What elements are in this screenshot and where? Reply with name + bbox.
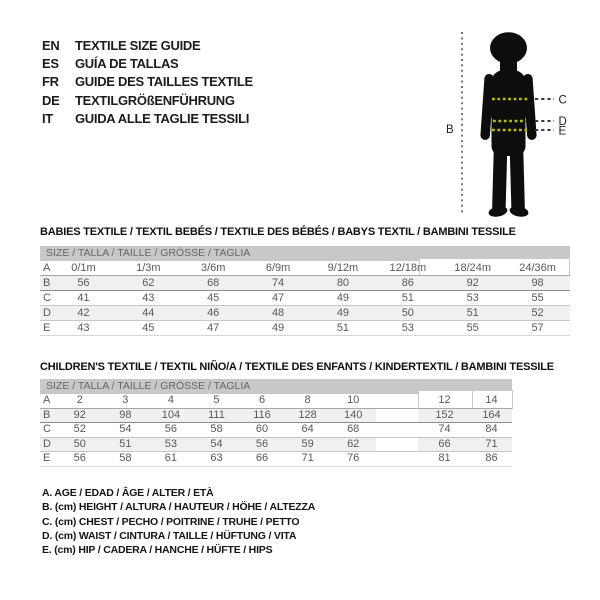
size-value-cell: 86 [375, 276, 440, 291]
size-value-cell: 58 [210, 423, 223, 435]
size-value-cell: 45 [142, 322, 155, 334]
language-title-list [42, 37, 253, 128]
size-value-cell: 51 [440, 306, 505, 321]
size-value-cell: 66 [418, 437, 471, 452]
size-value-cell: 56 [51, 276, 116, 291]
guide-title: TEXTILGRÖßENFÜHRUNG [75, 92, 235, 108]
spacer-cell [376, 423, 418, 438]
guide-title: GUIDA ALLE TAGLIE TESSILI [75, 110, 250, 126]
size-value-cell: 54 [194, 437, 240, 452]
children-size-header: SIZE / TALLA / TAILLE / GRÖSSE / TAGLIA [40, 379, 512, 394]
size-value-cell: 0/1m [71, 262, 96, 274]
size-value-cell: 92 [57, 408, 103, 423]
legend-line: E. (cm) HIP / CADERA / HANCHE / HÜFTE / HIPS [42, 544, 273, 557]
guide-title: TEXTILE SIZE GUIDE [75, 38, 201, 53]
size-value-cell: 84 [485, 423, 498, 435]
row-letter: B [40, 408, 57, 423]
size-row-B [40, 408, 512, 423]
size-value-cell: 52 [505, 306, 570, 321]
size-value-cell: 56 [239, 437, 285, 452]
hip-label: E [558, 125, 567, 138]
size-value-cell: 43 [142, 292, 155, 304]
size-value-cell: 43 [77, 322, 90, 334]
size-value-cell: 47 [207, 322, 220, 334]
size-value-cell: 98 [103, 408, 149, 423]
size-value-cell: 58 [119, 452, 132, 464]
row-letter: B [40, 276, 51, 291]
size-value-cell: 80 [311, 276, 376, 291]
size-value-cell: 68 [181, 276, 246, 291]
size-value-cell: 55 [531, 292, 544, 304]
spacer-cell [376, 452, 418, 467]
chest-label: C [558, 94, 567, 107]
size-row-C [40, 291, 570, 306]
size-value-cell: 51 [336, 322, 350, 334]
legend-line: B. (cm) HEIGHT / ALTURA / HAUTEUR / HÖHE / ALTEZZA [42, 501, 316, 514]
size-value-cell: 56 [73, 452, 86, 464]
size-value-cell: 1/3m [136, 262, 161, 274]
size-value-cell: 53 [401, 322, 414, 334]
size-value-cell: 76 [347, 452, 360, 464]
size-value-cell: 54 [119, 423, 132, 435]
size-value-cell: 2 [76, 394, 83, 406]
size-value-cell: 8 [304, 394, 311, 406]
size-value-cell: 53 [466, 292, 479, 304]
child-silhouette [480, 32, 537, 218]
size-row-B [40, 276, 570, 291]
size-value-cell: 50 [57, 437, 103, 452]
size-value-cell: 53 [148, 437, 194, 452]
size-value-cell: 47 [271, 292, 285, 304]
spacer-cell [376, 394, 418, 408]
spacer-cell [376, 437, 418, 452]
size-value-cell: 61 [164, 452, 178, 464]
size-value-cell: 92 [440, 276, 505, 291]
language-row [42, 92, 253, 110]
legend-line: D. (cm) WAIST / CINTURA / TAILLE / HÜFTUNG / VITA [42, 529, 297, 542]
guide-title: GUÍA DE TALLAS [75, 56, 179, 72]
size-value-cell: 74 [438, 423, 451, 435]
size-value-cell: 104 [148, 408, 194, 423]
size-row-D [40, 306, 570, 321]
measurement-legend [42, 486, 315, 557]
size-value-cell: 18/24m [454, 262, 492, 274]
size-value-cell: 52 [73, 423, 86, 435]
legend-line: C. (cm) CHEST / PECHO / POITRINE / TRUHE / PETTO [42, 515, 300, 528]
language-row [42, 55, 253, 73]
size-value-cell: 3/6m [200, 262, 226, 274]
size-value-cell: 56 [164, 423, 178, 435]
size-row-A [40, 261, 570, 276]
babies-section-title: BABIES TEXTILE / TEXTIL BEBÉS / TEXTILE DES BÉBÉS / BABYS TEXTIL / BAMBINI TESSILE [40, 226, 516, 238]
size-value-cell: 10 [347, 394, 360, 406]
size-value-cell: 116 [239, 408, 285, 423]
size-value-cell: 140 [330, 408, 376, 423]
size-row-C [40, 423, 512, 438]
size-value-cell: 55 [466, 322, 479, 334]
row-letter: D [40, 306, 51, 321]
size-value-cell: 50 [375, 306, 440, 321]
row-letter: C [43, 292, 51, 304]
language-row [42, 110, 253, 128]
language-code: ES [42, 56, 59, 72]
children-size-table [40, 394, 512, 467]
size-value-cell: 49 [271, 322, 285, 334]
size-value-cell: 59 [285, 437, 331, 452]
height-label: B [446, 124, 454, 136]
row-letter: D [40, 437, 57, 452]
size-row-E [40, 452, 512, 467]
size-row-D [40, 437, 512, 452]
size-value-cell: 128 [285, 408, 331, 423]
size-value-cell: 14 [485, 394, 498, 406]
size-value-cell: 45 [207, 292, 220, 304]
size-value-cell: 111 [194, 408, 240, 423]
size-value-cell: 12/18m [389, 262, 427, 274]
size-value-cell: 49 [311, 306, 376, 321]
size-value-cell: 46 [181, 306, 246, 321]
size-value-cell: 24/36m [519, 262, 556, 274]
size-value-cell: 5 [213, 394, 220, 406]
size-value-cell: 41 [77, 292, 90, 304]
size-value-cell: 64 [301, 423, 314, 435]
size-value-cell: 63 [210, 452, 223, 464]
size-value-cell: 51 [103, 437, 149, 452]
row-letter: C [43, 423, 51, 435]
language-row [42, 73, 253, 91]
size-value-cell: 4 [167, 394, 174, 406]
size-value-cell: 3 [122, 394, 129, 406]
row-letter: A [43, 394, 51, 406]
size-value-cell: 48 [246, 306, 311, 321]
size-value-cell: 6/9m [265, 262, 291, 274]
language-code: IT [42, 110, 53, 126]
guide-title: GUIDE DES TAILLES TEXTILE [75, 74, 253, 90]
babies-size-table [40, 261, 570, 336]
size-value-cell: 12 [438, 394, 451, 406]
size-value-cell: 81 [438, 452, 451, 464]
language-code: FR [42, 74, 59, 90]
spacer-cell [376, 408, 418, 423]
size-value-cell: 74 [246, 276, 311, 291]
row-letter: E [43, 322, 51, 334]
legend-line: A. AGE / EDAD / ÂGE / ALTER / ETÀ [42, 487, 214, 499]
size-value-cell: 49 [336, 292, 350, 304]
size-value-cell: 9/12m [327, 262, 359, 274]
child-measurement-diagram [438, 14, 588, 229]
size-value-cell: 98 [505, 276, 570, 291]
size-value-cell: 164 [471, 408, 512, 423]
language-code: EN [42, 38, 60, 53]
children-section-title: CHILDREN'S TEXTILE / TEXTIL NIÑO/A / TEXTILE DES ENFANTS / KINDERTEXTIL / BAMBINI TESSILE [40, 361, 554, 373]
size-value-cell: 60 [255, 423, 269, 435]
size-value-cell: 86 [485, 452, 498, 464]
babies-size-header: SIZE / TALLA / TAILLE / GRÖSSE / TAGLIA [40, 246, 570, 261]
size-value-cell: 68 [347, 423, 360, 435]
size-row-A [40, 394, 512, 408]
size-value-cell: 71 [471, 437, 512, 452]
language-code: DE [42, 92, 60, 108]
language-row [42, 37, 253, 55]
size-value-cell: 6 [258, 394, 266, 406]
size-value-cell: 62 [330, 437, 376, 452]
size-value-cell: 51 [401, 292, 414, 304]
size-value-cell: 62 [116, 276, 181, 291]
size-value-cell: 44 [116, 306, 181, 321]
size-value-cell: 71 [301, 452, 314, 464]
size-value-cell: 152 [418, 408, 471, 423]
size-row-E [40, 321, 570, 336]
size-value-cell: 66 [255, 452, 269, 464]
row-letter: A [43, 262, 51, 274]
row-letter: E [43, 452, 51, 464]
waist-label: D [558, 116, 567, 128]
size-value-cell: 42 [51, 306, 116, 321]
size-value-cell: 57 [531, 322, 544, 334]
